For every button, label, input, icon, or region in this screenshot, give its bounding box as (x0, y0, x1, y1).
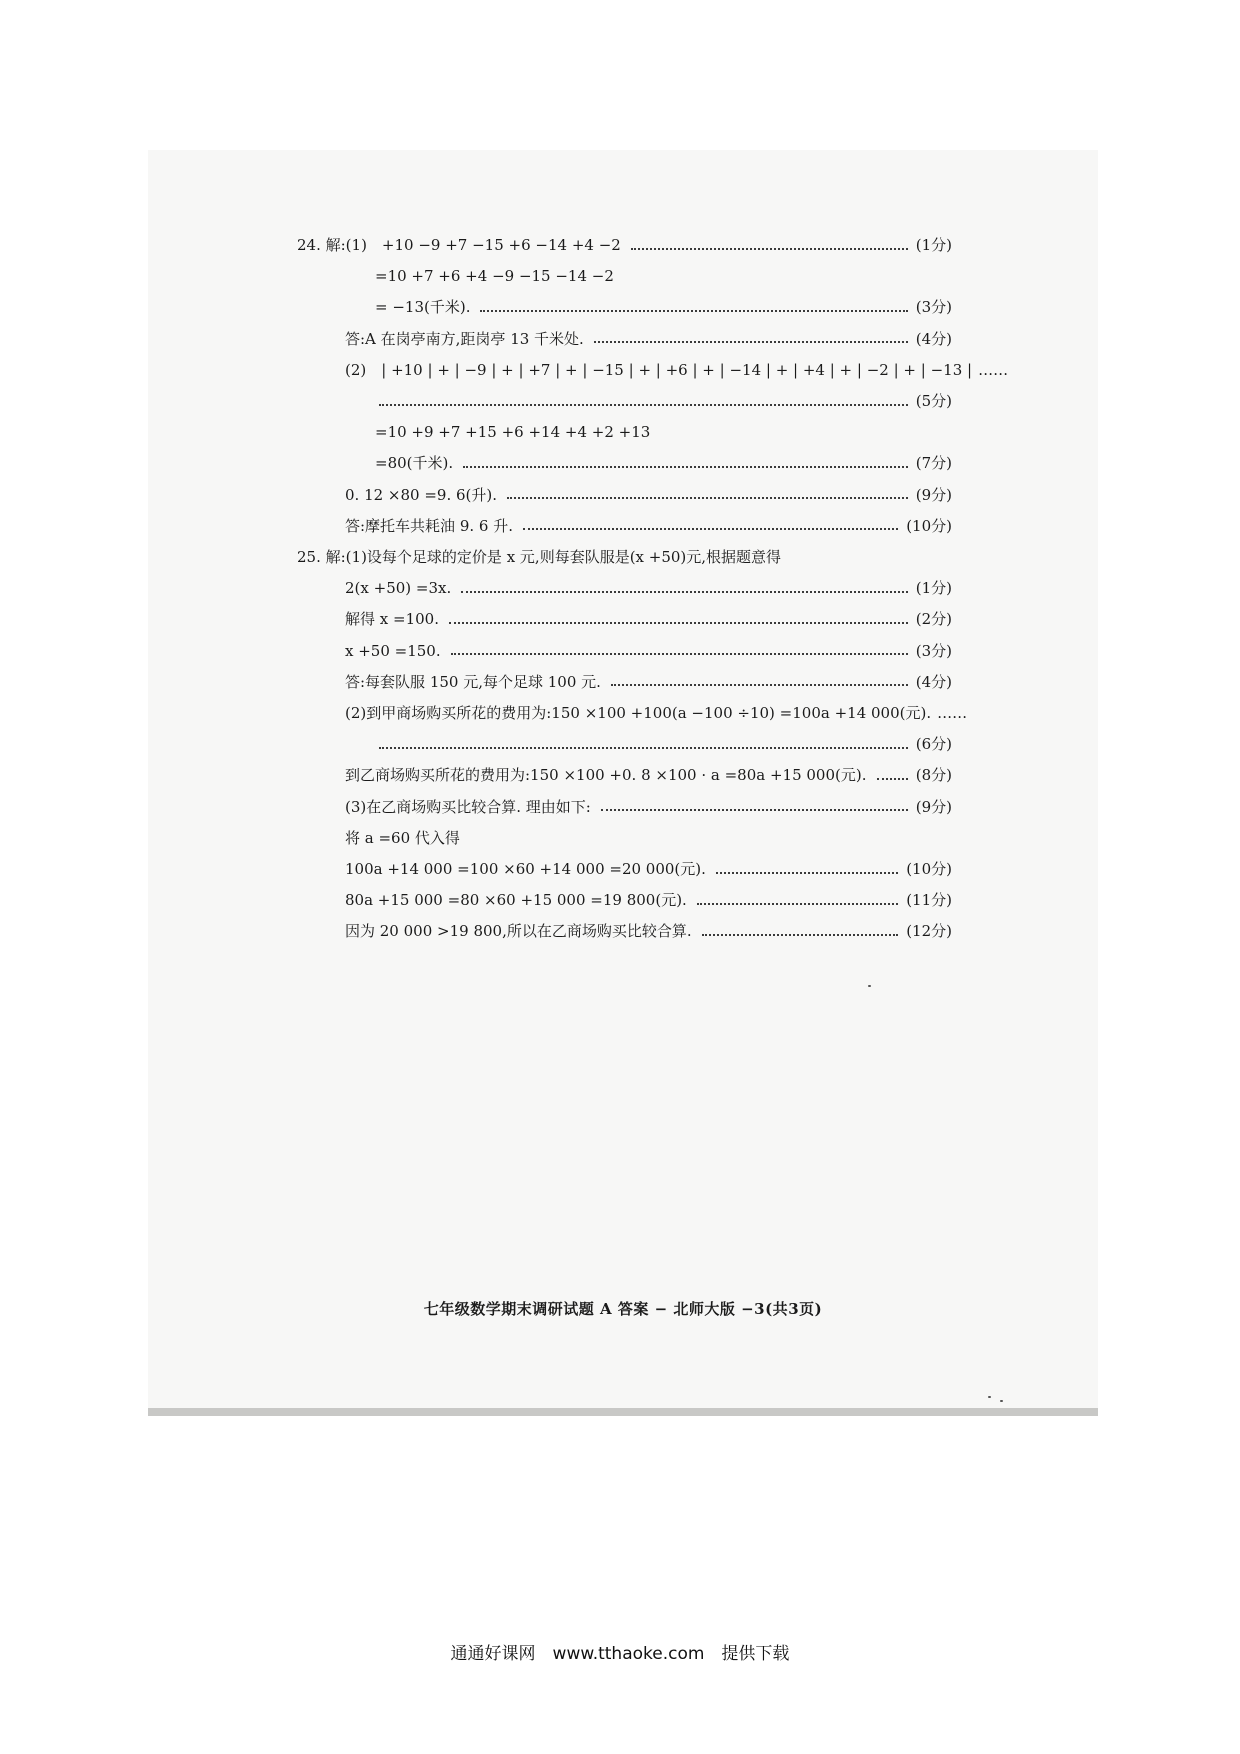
scan-speck (1000, 1400, 1003, 1402)
score-label: (11分) (906, 891, 952, 910)
answer-line (375, 729, 952, 759)
score-label: (4分) (915, 329, 952, 348)
dot-leader (601, 808, 908, 811)
answer-line (345, 792, 952, 822)
answer-text: 答:摩托车共耗油 9. 6 升. (345, 516, 513, 535)
dot-leader (523, 527, 898, 530)
answer-text: 25. 解:(1)设每个足球的定价是 x 元,则每套队服是(x +50)元,根据题意得 (297, 548, 782, 566)
dot-leader (877, 777, 908, 780)
answer-line (345, 698, 968, 728)
score-label: (4分) (915, 672, 952, 691)
answer-line (345, 636, 952, 666)
answer-text: 因为 20 000 >19 800,所以在乙商场购买比较合算. (345, 922, 692, 941)
answer-line (375, 292, 952, 322)
answer-line (375, 417, 952, 447)
scan-speck (988, 1396, 991, 1398)
answer-line (375, 386, 952, 416)
score-label: (3分) (915, 641, 952, 660)
dot-leader (716, 871, 898, 874)
answer-text: 0. 12 ×80 =9. 6(升). (345, 485, 498, 504)
answer-line (345, 324, 952, 354)
score-label: (10分) (906, 516, 952, 535)
answer-line (375, 448, 952, 478)
answer-line (375, 261, 952, 291)
answer-text: 将 a =60 代入得 (345, 828, 460, 847)
answer-line (297, 230, 952, 260)
answer-line (345, 355, 1009, 385)
answer-text: =10 +7 +6 +4 −9 −15 −14 −2 (375, 267, 614, 286)
dot-leader (379, 403, 908, 406)
answer-text: (3)在乙商场购买比较合算. 理由如下: (345, 797, 591, 816)
scan-speck (868, 985, 871, 987)
score-label: (6分) (915, 735, 952, 754)
score-label: (2分) (915, 610, 952, 629)
score-label: (3分) (915, 298, 952, 317)
dot-leader (507, 496, 908, 499)
answer-text: 答:A 在岗亭南方,距岗亭 13 千米处. (345, 329, 584, 348)
scan-edge (148, 1408, 1098, 1416)
answer-text: =80(千米). (375, 454, 454, 473)
dot-leader (451, 652, 908, 655)
leader-ellipsis: …… (937, 704, 968, 722)
answer-text: (2)到甲商场购买所花的费用为:150 ×100 +100(a −100 ÷10) =100a +14 000(元). (345, 704, 932, 722)
leader-ellipsis: …… (978, 360, 1009, 379)
score-label: (8分) (915, 766, 952, 785)
score-label: (10分) (906, 860, 952, 878)
answer-line (345, 760, 952, 790)
download-credit: 通通好课网 www.tthaoke.com 提供下载 (450, 1644, 790, 1664)
answer-text: =10 +9 +7 +15 +6 +14 +4 +2 +13 (375, 423, 651, 442)
page-footer: 七年级数学期末调研试题 A 答案 − 北师大版 −3(共3页) (423, 1300, 823, 1318)
score-label: (1分) (915, 236, 952, 254)
dot-leader (449, 621, 908, 624)
dot-leader (463, 465, 908, 468)
answer-text: 2(x +50) =3x. (345, 579, 452, 598)
answer-line (297, 542, 952, 572)
dot-leader (594, 340, 908, 343)
dot-leader (480, 309, 907, 312)
answer-line (345, 604, 952, 634)
dot-leader (379, 746, 908, 749)
answer-text: 80a +15 000 =80 ×60 +15 000 =19 800(元). (345, 891, 687, 910)
answer-text: 答:每套队服 150 元,每个足球 100 元. (345, 672, 601, 691)
dot-leader (697, 902, 898, 905)
answer-line (345, 916, 952, 946)
answer-line (345, 573, 952, 603)
score-label: (9分) (915, 485, 952, 504)
answer-text: 24. 解:(1) +10 −9 +7 −15 +6 −14 +4 −2 (297, 236, 621, 254)
answer-line (345, 823, 952, 853)
answer-text: = −13(千米). (375, 298, 471, 317)
dot-leader (611, 683, 908, 686)
score-label: (12分) (906, 922, 952, 941)
answer-text: 解得 x =100. (345, 610, 439, 629)
dot-leader (461, 590, 908, 593)
answer-text: 到乙商场购买所花的费用为:150 ×100 +0. 8 ×100 · a =80a +15 000(元). (345, 766, 867, 785)
answer-text: (2) | +10 | + | −9 | + | +7 | + | −15 | + | +6 | + | −14 | + | +4 | + | −2 | + | −13 | (345, 360, 973, 379)
score-label: (1分) (915, 579, 952, 598)
score-label: (5分) (915, 392, 952, 410)
answer-text: x +50 =150. (345, 641, 441, 660)
answer-line (345, 511, 952, 541)
answer-line (345, 885, 952, 915)
dot-leader (631, 247, 908, 250)
score-label: (7分) (915, 454, 952, 473)
answer-line (345, 667, 952, 697)
answer-text: 100a +14 000 =100 ×60 +14 000 =20 000(元). (345, 860, 706, 878)
score-label: (9分) (915, 797, 952, 816)
answer-line (345, 854, 952, 884)
dot-leader (702, 933, 899, 936)
answer-line (345, 480, 952, 510)
